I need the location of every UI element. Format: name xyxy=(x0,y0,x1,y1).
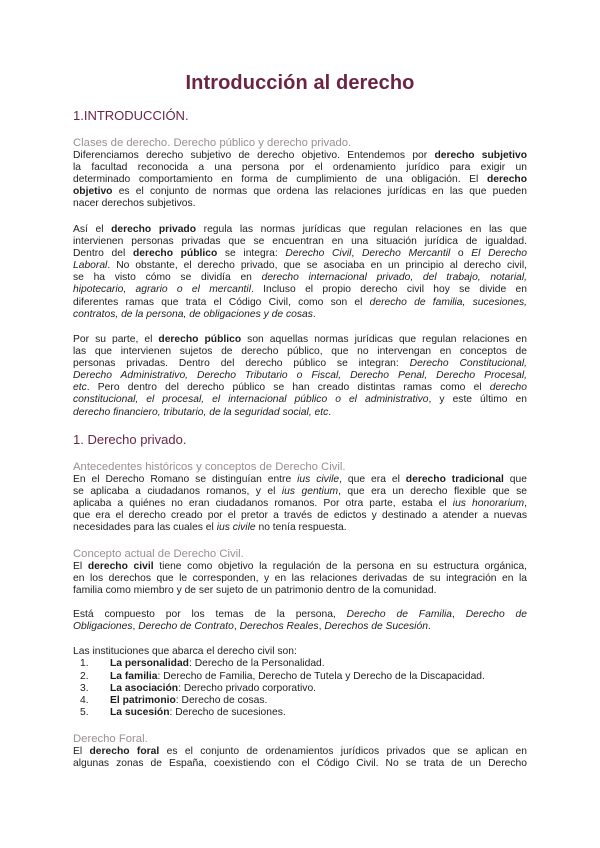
text-run: , xyxy=(233,621,240,633)
text-run: . Incluso el propio derecho civil hoy se divide en xyxy=(251,284,528,296)
text-run: es el conjunto de normas que ordena las relaciones jurídicas en las que pueden xyxy=(112,186,527,198)
bold-term: La familia xyxy=(110,670,158,682)
text-run: . xyxy=(427,621,431,633)
bold-term: derecho privado xyxy=(111,224,197,235)
bold-term: derecho público xyxy=(158,334,242,345)
italic-term: Derecho Administrativo, Derecho Tributario o Fiscal, Derecho Penal, Derecho Procesal, xyxy=(73,370,527,382)
text-run: se aplicaba a ciudadanos romanos, y el xyxy=(73,486,282,498)
text-run: personas privadas. Dentro del derecho público se integran: xyxy=(73,358,410,370)
text-run: , xyxy=(132,621,139,633)
italic-term: ius gentium xyxy=(281,486,339,498)
text-run: aplicaba a quiénes no eran ciudadanos romanos. Por otra parte, estaba el xyxy=(73,498,453,510)
list-number: 2. xyxy=(80,670,89,682)
paragraph-derecho-subjetivo-objetivo xyxy=(73,150,527,210)
italic-term: derecho internacional privado, del trabajo, notarial, xyxy=(261,272,527,284)
bold-term: La asociación xyxy=(110,682,179,694)
italic-term: Derechos Reales xyxy=(239,621,319,633)
bold-term: derecho xyxy=(486,174,527,186)
text-run: regula las normas jurídicas que regulan relaciones en las que xyxy=(196,224,527,235)
text-run: El xyxy=(73,746,90,757)
subheading-antecedentes: Antecedentes históricos y conceptos de Derecho Civil. xyxy=(73,461,346,473)
italic-term: Derecho de Contrato xyxy=(138,621,234,633)
paragraph-derecho-romano xyxy=(73,474,527,534)
italic-term: derecho de familia, sucesiones, xyxy=(369,296,527,308)
text-run: Está compuesto por los temas de la persona, xyxy=(73,609,347,620)
italic-term: hipotecario, agrario o el mercantil xyxy=(73,284,251,296)
italic-term: derecho xyxy=(489,382,527,394)
text-run: . xyxy=(312,308,316,320)
text-run: . xyxy=(328,406,332,418)
italic-term: Derecho Mercantil xyxy=(361,248,451,260)
bold-term: objetivo xyxy=(73,186,113,198)
text-run: , xyxy=(318,621,325,633)
list-item xyxy=(73,671,527,683)
text-run: son aquellas normas jurídicas que regulan relaciones en xyxy=(241,334,527,345)
text-run: determinado comportamiento en forma de cumplimiento de una obligación. El xyxy=(73,174,487,186)
bold-term: La personalidad xyxy=(110,658,189,670)
list-item xyxy=(73,695,527,707)
italic-term: El Derecho xyxy=(471,248,528,260)
text-run: las que intervienen sujetos de derecho público, que no intervengan en conceptos de xyxy=(73,346,527,358)
italic-term: Derecho Civil xyxy=(285,248,352,260)
text-run: algunas zonas de España, coexistiendo con el Código Civil. No se trata de un Derecho xyxy=(73,758,527,770)
text-run: que era el derecho creado por el pretor a través de edictos y destinado a atender a nuevas xyxy=(73,510,527,522)
italic-term: Derecho de xyxy=(465,609,528,620)
document-title: Introducción al derecho xyxy=(185,72,415,94)
bold-term: derecho tradicional xyxy=(405,474,504,485)
text-run: , xyxy=(524,498,527,510)
paragraph-temas xyxy=(73,609,527,633)
list-number: 5. xyxy=(80,707,89,719)
italic-term: Obligaciones xyxy=(73,621,133,633)
section-heading-derecho-privado: 1. Derecho privado. xyxy=(73,432,187,447)
bold-term: La sucesión xyxy=(110,707,170,719)
list-item xyxy=(73,658,527,670)
italic-term: constitucional, el procesal, el internacional público o el administrativo xyxy=(73,394,429,406)
bold-term: derecho civil xyxy=(87,561,154,572)
text-run: se ha visto cómo se dividía en xyxy=(73,272,262,284)
subheading-concepto-actual: Concepto actual de Derecho Civil. xyxy=(73,548,244,560)
text-run: : Derecho privado corporativo. xyxy=(178,682,317,694)
text-run: es el conjunto de ordenamientos jurídicos privados que se aplican en xyxy=(159,746,527,757)
list-number: 1. xyxy=(80,658,89,670)
italic-term: Derecho de Familia xyxy=(346,609,452,620)
text-run: : Derecho de Familia, Derecho de Tutela y Derecho de la Discapacidad. xyxy=(157,670,485,682)
text-run: : Derecho de cosas. xyxy=(175,695,268,707)
text-run: Diferenciamos derecho subjetivo de derecho objetivo. Entendemos por xyxy=(73,150,435,161)
text-run: necesidades para las cuales el xyxy=(73,522,217,534)
list-item xyxy=(73,707,527,719)
italic-term: Laboral xyxy=(73,260,108,272)
text-run: familia como miembro y de ser sujeto de un patrimonio dentro de la comunidad. xyxy=(73,585,437,597)
text-run: , que era el xyxy=(339,474,406,485)
text-run: la facultad reconocida a una persona por el ordenamiento jurídico para exigir un xyxy=(73,162,527,174)
text-run: El xyxy=(73,561,88,572)
text-run: Así el xyxy=(73,224,112,235)
bold-term: El patrimonio xyxy=(110,695,176,707)
text-run: no tenía respuesta. xyxy=(255,522,347,534)
text-run: , y este último en xyxy=(428,394,527,406)
paragraph-derecho-publico xyxy=(73,334,527,419)
text-run: Dentro del xyxy=(73,248,133,260)
italic-term: ius civile xyxy=(216,522,256,534)
text-run: tiene como objetivo la regulación de la persona en su estructura orgánica, xyxy=(153,561,527,572)
list-intro: Las instituciones que abarca el derecho civil son: xyxy=(73,646,297,657)
text-run: en los derechos que le corresponden, y en las relaciones derivadas de su integración en la xyxy=(73,573,527,585)
text-run: diferentes ramas que trata el Código Civil, como son el xyxy=(73,296,370,308)
text-run: : Derecho de sucesiones. xyxy=(169,707,286,719)
italic-term: derecho financiero, tributario, de la seguridad social, etc xyxy=(73,406,329,418)
bold-term: derecho público xyxy=(132,248,218,260)
italic-term: Derecho Constitucional, xyxy=(409,358,527,370)
list-number: 4. xyxy=(80,695,89,707)
text-run: En el Derecho Romano se distinguían entre xyxy=(73,474,298,485)
italic-term: contratos, de la persona, de obligaciones y de cosas xyxy=(73,308,313,320)
paragraph-derecho-foral xyxy=(73,746,527,770)
paragraph-derecho-privado xyxy=(73,224,527,321)
text-run: , xyxy=(351,248,362,260)
text-run: . No obstante, el derecho privado, que se asociaba en un principio al derecho civil, xyxy=(107,260,527,272)
section-heading-introduccion: 1.INTRODUCCIÓN. xyxy=(73,108,189,123)
subheading-derecho-foral: Derecho Foral. xyxy=(73,733,148,745)
italic-term: ius civile xyxy=(297,474,340,485)
italic-term: ius honorarium xyxy=(452,498,525,510)
paragraph-derecho-civil xyxy=(73,561,527,597)
list-item xyxy=(73,683,527,695)
text-run: nacer derechos subjetivos. xyxy=(73,198,196,210)
text-run: : Derecho de la Personalidad. xyxy=(188,658,325,670)
bold-term: derecho foral xyxy=(89,746,160,757)
text-run: . Pero dentro del derecho público se han creado distintas ramas como el xyxy=(86,382,490,394)
bold-term: derecho subjetivo xyxy=(434,150,527,161)
italic-term: etc xyxy=(73,382,87,394)
text-run: Por su parte, el xyxy=(73,334,159,345)
text-run: , que era un derecho flexible que se xyxy=(338,486,527,498)
text-run: se integra: xyxy=(217,248,286,260)
subheading-clases-de-derecho: Clases de derecho. Derecho público y derecho privado. xyxy=(73,137,352,149)
list-number: 3. xyxy=(80,682,89,694)
text-run: que xyxy=(503,474,527,485)
italic-term: Derechos de Sucesión xyxy=(324,621,428,633)
text-run: , xyxy=(452,609,466,620)
instituciones-list xyxy=(73,646,527,720)
text-run: o xyxy=(450,248,472,260)
text-run: intervienen personas privadas que se encuentran en una situación jurídica de igualdad. xyxy=(73,236,527,248)
